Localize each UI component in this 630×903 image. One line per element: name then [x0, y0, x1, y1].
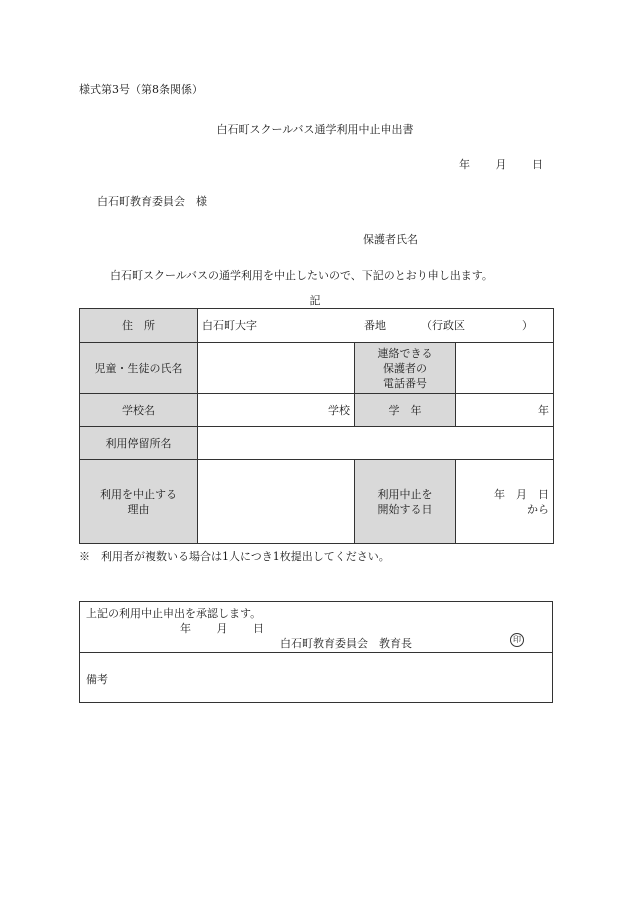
- student-row: [80, 343, 554, 394]
- approval-text: 上記の利用中止申出を承認します。: [86, 607, 262, 620]
- seal-mark: 印: [510, 633, 524, 647]
- contact-phone-field[interactable]: [456, 343, 554, 394]
- application-table: [79, 308, 554, 544]
- address-label: 住 所: [80, 309, 198, 343]
- approval-divider: [80, 652, 552, 653]
- reason-label: 利用を中止する 理由: [80, 460, 198, 544]
- stop-field[interactable]: [198, 427, 554, 460]
- school-field[interactable]: [198, 394, 355, 427]
- stop-row: [80, 427, 554, 460]
- contact-label: 連絡できる 保護者の 電話番号: [355, 343, 456, 394]
- address-gyoseiku-close: ）: [522, 319, 533, 332]
- date-day-label: 日: [532, 158, 543, 171]
- address-field[interactable]: [198, 309, 554, 343]
- start-date-field[interactable]: [456, 460, 554, 544]
- addressee: 白石町教育委員会 様: [97, 195, 207, 208]
- document-title: 白石町スクールバス通学利用中止申出書: [216, 123, 414, 136]
- reason-field[interactable]: [198, 460, 355, 544]
- intro-text: 白石町スクールバスの通学利用を中止したいので、下記のとおり申し出ます。: [110, 269, 493, 282]
- approval-month-label: 月: [216, 622, 228, 635]
- grade-field[interactable]: [456, 394, 554, 427]
- stop-label: 利用停留所名: [80, 427, 198, 460]
- reason-row: [80, 460, 554, 544]
- student-name-label: 児童・生徒の氏名: [80, 343, 198, 394]
- remarks-label: 備考: [86, 673, 108, 686]
- form-number: 様式第3号（第8条関係）: [79, 83, 203, 96]
- ki-label: 記: [309, 294, 321, 307]
- submission-date: [459, 156, 543, 172]
- approval-date: [180, 620, 264, 636]
- grade-label: 学 年: [355, 394, 456, 427]
- date-year-label: 年: [459, 158, 470, 171]
- footnote: ※ 利用者が複数いる場合は1人につき1枚提出してください。: [79, 550, 390, 563]
- address-gyoseiku: （行政区: [421, 319, 465, 332]
- start-date-from: から: [527, 502, 550, 516]
- approval-year-label: 年: [180, 622, 191, 635]
- approval-signer: 白石町教育委員会 教育長: [280, 637, 412, 650]
- approval-box: [79, 601, 553, 703]
- date-month-label: 月: [495, 158, 507, 171]
- school-suffix: 学校: [328, 403, 350, 417]
- address-prefix: 白石町大字: [202, 319, 257, 332]
- start-date-value: 年 月 日: [494, 487, 550, 501]
- grade-suffix: 年: [538, 403, 550, 417]
- school-label: 学校名: [80, 394, 198, 427]
- student-name-field[interactable]: [198, 343, 355, 394]
- approval-day-label: 日: [253, 622, 264, 635]
- school-row: [80, 394, 554, 427]
- start-date-label: 利用中止を 開始する日: [355, 460, 456, 544]
- guardian-name-label: 保護者氏名: [363, 233, 418, 246]
- address-banchi: 番地: [364, 319, 386, 332]
- remarks-field[interactable]: [140, 654, 550, 700]
- address-row: [80, 309, 554, 343]
